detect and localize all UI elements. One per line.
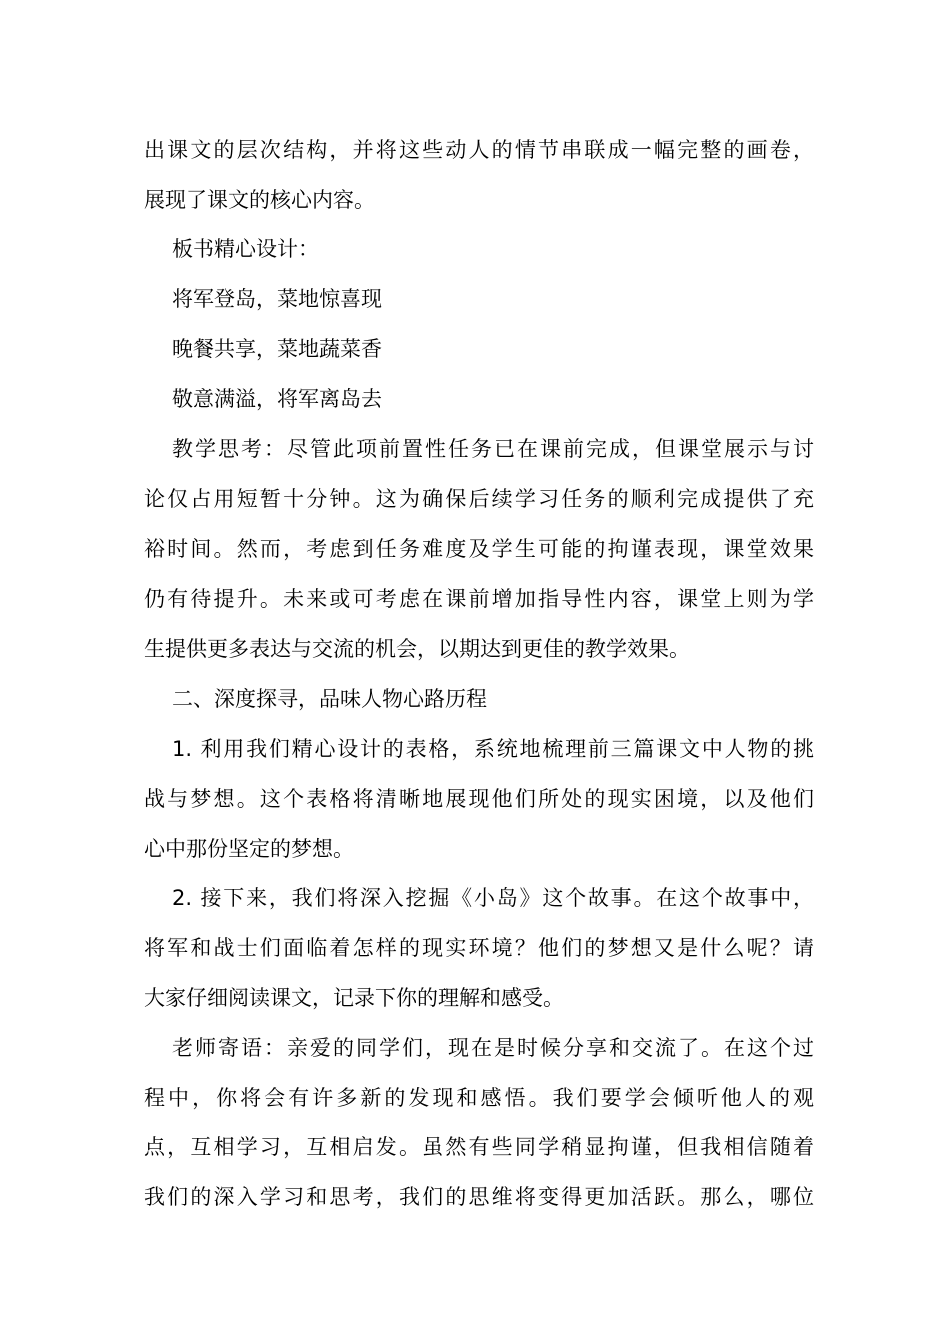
text-line: 心中那份坚定的梦想。 <box>144 837 354 861</box>
text-line: 仍有待提升。未来或可考虑在课前增加指导性内容，课堂上则为学 <box>144 587 814 611</box>
section-heading: 二、深度探寻，品味人物心路历程 <box>172 687 487 711</box>
text-line: 程中，你将会有许多新的发现和感悟。我们要学会倾听他人的观 <box>144 1086 814 1110</box>
section-heading: 板书精心设计： <box>172 237 319 261</box>
text-line: 2. 接下来，我们将深入挖掘《小岛》这个故事。在这个故事中， <box>172 886 814 910</box>
text-line: 大家仔细阅读课文，记录下你的理解和感受。 <box>144 986 564 1010</box>
board-line: 将军登岛，菜地惊喜现 <box>172 287 382 311</box>
board-line: 敬意满溢，将军离岛去 <box>172 387 382 411</box>
text-line: 老师寄语：亲爱的同学们，现在是时候分享和交流了。在这个过 <box>172 1036 814 1060</box>
text-line: 论仅占用短暂十分钟。这为确保后续学习任务的顺利完成提供了充 <box>144 487 814 511</box>
text-line: 将军和战士们面临着怎样的现实环境？他们的梦想又是什么呢？请 <box>144 936 814 960</box>
text-line: 我们的深入学习和思考，我们的思维将变得更加活跃。那么，哪位 <box>144 1185 814 1209</box>
text-line: 展现了课文的核心内容。 <box>144 188 375 212</box>
board-line: 晚餐共享，菜地蔬菜香 <box>172 337 382 361</box>
text-line: 教学思考：尽管此项前置性任务已在课前完成，但课堂展示与讨 <box>172 437 814 461</box>
text-line: 裕时间。然而，考虑到任务难度及学生可能的拘谨表现，课堂效果 <box>144 537 814 561</box>
text-line: 点，互相学习，互相启发。虽然有些同学稍显拘谨，但我相信随着 <box>144 1135 814 1159</box>
text-line: 1. 利用我们精心设计的表格，系统地梳理前三篇课文中人物的挑 <box>172 737 814 761</box>
text-line: 出课文的层次结构，并将这些动人的情节串联成一幅完整的画卷， <box>144 138 814 162</box>
text-line: 生提供更多表达与交流的机会，以期达到更佳的教学效果。 <box>144 637 690 661</box>
text-line: 战与梦想。这个表格将清晰地展现他们所处的现实困境，以及他们 <box>144 787 814 811</box>
